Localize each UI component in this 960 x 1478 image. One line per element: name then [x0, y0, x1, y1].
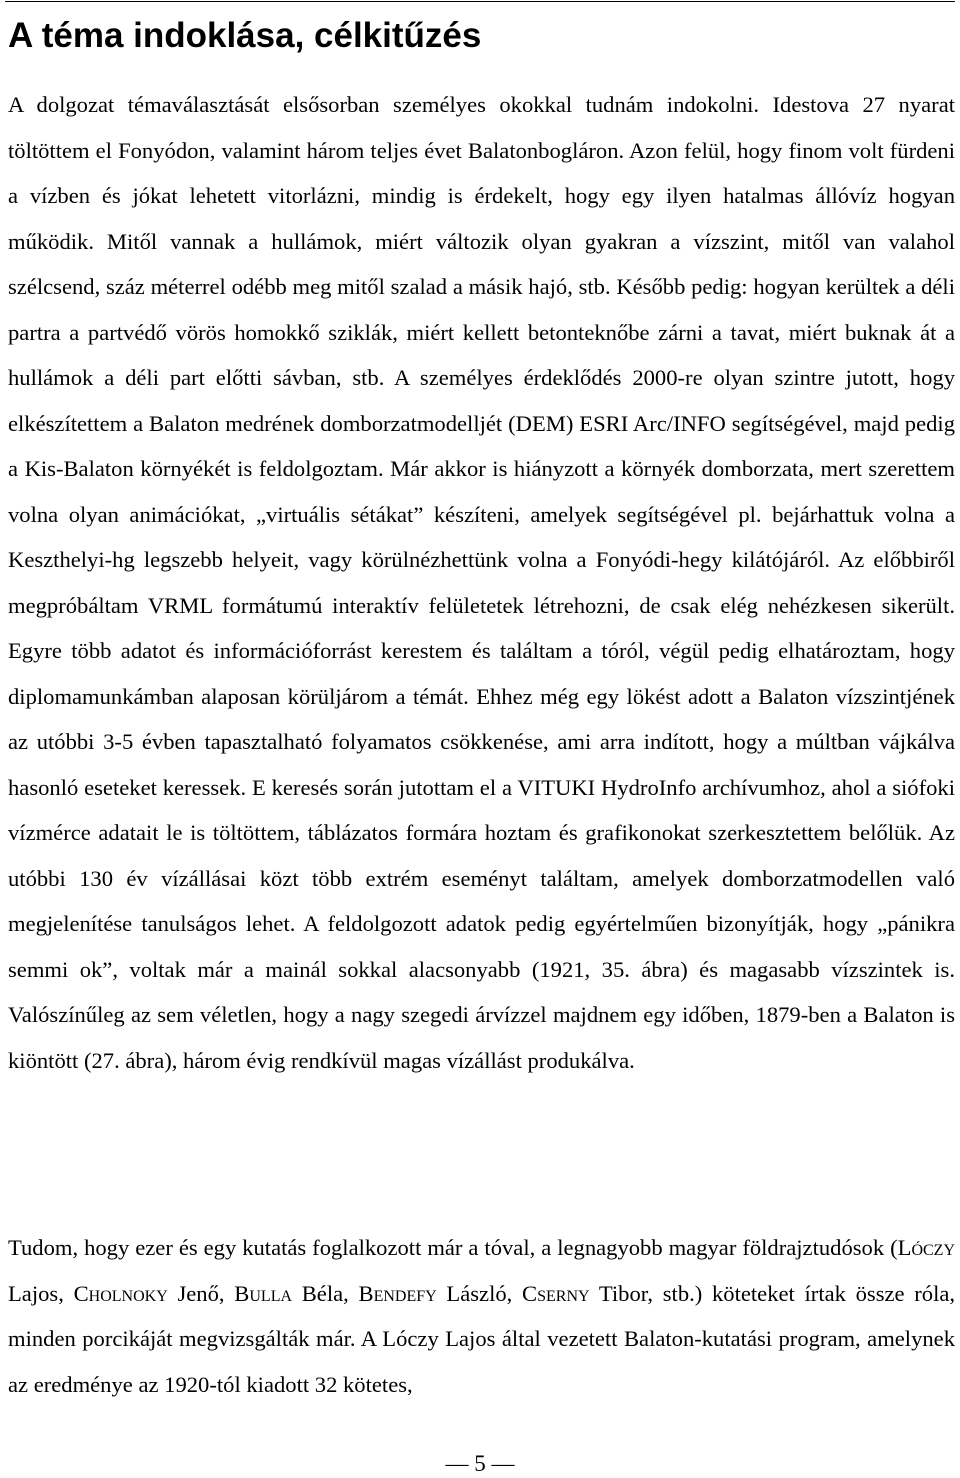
paragraph-intro-text: Tudom, hogy ezer és egy kutatás foglalkozott már a tóval, a legnagyobb magyar földrajztudósok (	[8, 1235, 898, 1260]
author-name: Lóczy Lajos	[8, 1235, 955, 1306]
section-heading: A téma indoklása, célkitűzés	[8, 16, 482, 55]
author-name: Bulla Béla	[234, 1280, 344, 1306]
author-name: Cserny Tibor	[522, 1280, 648, 1306]
author-name: Bendefy László	[358, 1280, 507, 1306]
page-number: — 5 —	[445, 1451, 515, 1476]
top-rule	[5, 1, 955, 2]
paragraph-outro-text: stb.) köteteket írtak össze róla, minden porcikáját megvizsgálták már. A Lóczy Lajos által vezetett Balaton-kutatási program, amelynek az eredménye az 1920-tól kiadott 32 kötetes,	[8, 1280, 956, 1397]
author-name: Cholnoky Jenő	[73, 1280, 219, 1306]
paragraph-motivation: A dolgozat témaválasztását elsősorban személyes okokkal tudnám indokolni. Idestova 27 nyarat töltöttem el Fonyódon, valamint három teljes évet Balatonbogláron. Azon felül, hogy finom volt fürdeni a vízben és jókat lehetett vitorlázni, mindig is érdekelt, hogy egy ilyen hatalmas állóvíz hogyan működik. Mitől vannak a hullámok, miért változik olyan gyakran a vízszint, mitől van valahol szélcsend, száz méterrel odébb meg mitől szalad a másik hajó, stb. Később pedig: hogyan kerültek a déli partra a partvédő vörös homokkő sziklák, miért kellett betonteknőbe zárni a tavat, miért buknak át a hullámok a déli part előtti sávban, stb. A személyes érdeklődés 2000-re olyan szintre jutott, hogy elkészítettem a Balaton medrének domborzatmodelljét (DEM) ESRI Arc/INFO segítségével, majd pedig a Kis-Balaton környékét is feldolgoztam. Már akkor is hiányzott a környék domborzata, mert szerettem volna olyan animációkat, „virtuális sétákat” készíteni, amelyek segítségével pl. bejárhattuk volna a Keszthelyi-hg legszebb helyeit, vagy körülnézhettünk volna a Fonyódi-hegy kilátójáról. Az előbbiről megpróbáltam VRML formátumú interaktív felületetek létrehozni, de csak elég nehézkesen sikerült. Egyre több adatot és információforrást kerestem és találtam a tóról, végül pedig elhatároztam, hogy diplomamunkámban alaposan körüljárom a témát. Ehhez még egy lökést adott a Balaton vízszintjének az utóbbi 3-5 évben tapasztalható folyamatos csökkenése, ami arra indított, hogy a múltban vájkálva hasonló eseteket keressek. E keresés során jutottam el a VITUKI HydroInfo archívumhoz, ahol a siófoki vízmérce adatait le is töltöttem, táblázatos formára hoztam és grafikonokat szerkesztettem belőlük. Az utóbbi 130 év vízállásai közt több extrém eseményt találtam, amelyek domborzatmodellen való megjelenítése tanulságos lehet. A feldolgozott adatok pedig egyértelműen bizonyítják, hogy „pánikra semmi ok”, voltak már a mainál sokkal alacsonyabb (1921, 35. ábra) és magasabb vízszintek is. Valószínűleg az sem véletlen, hogy a nagy szegedi árvízzel majdnem egy időben, 1879-ben a Balaton is kiöntött (27. ábra), három évig rendkívül magas vízállást produkálva.	[8, 92, 955, 1073]
paragraph-prior-research: Tudom, hogy ezer és egy kutatás foglalkozott már a tóval, a legnagyobb magyar földrajztudósok (Lóczy Lajos, Cholnoky Jenő, Bulla Béla, Bendefy László, Cserny Tibor, stb.) köteteket írtak össze róla, minden porcikáját megvizsgálták már. A Lóczy Lajos által vezetett Balaton-kutatási program, amelynek az eredménye az 1920-tól kiadott 32 kötetes,	[8, 1235, 956, 1397]
